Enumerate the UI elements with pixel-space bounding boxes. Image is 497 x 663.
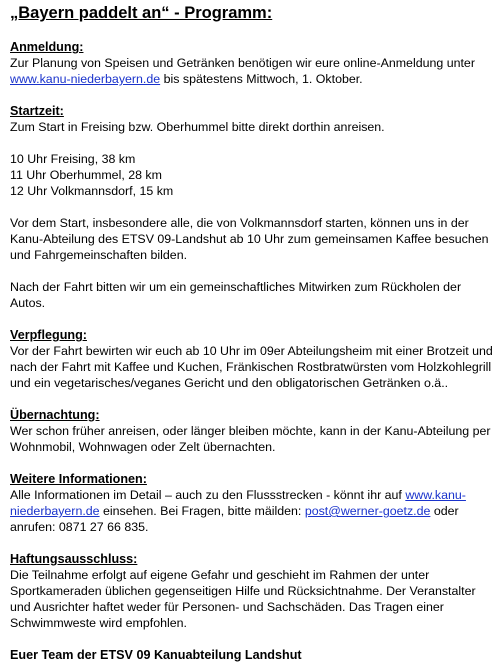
verpflegung-heading: Verpflegung: [10,328,87,342]
anmeldung-heading: Anmeldung: [10,40,84,54]
kanu-niederbayern-link[interactable]: www.kanu-niederbayern.de [10,72,161,86]
document-page [10,3,494,663]
weitere-text-2: einsehen. Bei Fragen, bitte mäilden: [99,504,305,518]
haftungsausschluss-heading: Haftungsausschluss: [10,552,138,566]
start-time-volkmannsdorf: 12 Uhr Volkmannsdorf, 15 km [10,184,174,198]
uebernachtung-heading: Übernachtung: [10,408,100,422]
weitere-informationen-heading: Weitere Informationen: [10,472,147,486]
startzeit-paragraph-1: Vor dem Start, insbesondere alle, die von Volkmannsdorf starten, können uns in der Kanu-Abteilung des ETSV 09-Landshut ab 10 Uhr zum gemeinsamen Kaffee besuchen und Fahrgemeinschaften bilden. [10,216,489,262]
uebernachtung-text: Wer schon früher anreisen, oder länger bleiben möchte, kann in der Kanu-Abteilung per Wohnmobil, Wohnwagen oder Zelt übernachten. [10,424,491,454]
startzeit-heading: Startzeit: [10,104,64,118]
anmeldung-text-after: bis spätestens Mittwoch, 1. Oktober. [160,72,363,86]
anmeldung-text [10,55,494,87]
startzeit-intro: Zum Start in Freising bzw. Oberhummel bitte direkt dorthin anreisen. [10,120,385,134]
anmeldung-text-before: Zur Planung von Speisen und Getränken benötigen wir eure online-Anmeldung unter [10,56,475,70]
team-signature: Euer Team der ETSV 09 Kanuabteilung Landshut [10,648,302,662]
email-link[interactable]: post@werner-goetz.de [304,504,431,518]
startzeit-paragraph-2: Nach der Fahrt bitten wir um ein gemeinschaftliches Mitwirken zum Rückholen der Autos. [10,280,462,310]
page-title: „Bayern paddelt an“ - Programm: [10,4,273,22]
weitere-text-1: Alle Informationen im Detail – auch zu den Flussstrecken - könnt ihr auf [10,488,406,502]
haftungsausschluss-text: Die Teilnahme erfolgt auf eigene Gefahr und geschieht im Rahmen der unter Sportkameraden üblichen gegenseitigen Hilfe und Rücksichtnahme. Der Veranstalter und Ausrichter haftet weder für Personen- und Sachschäden. Das Tragen einer Schwimmweste wird empfohlen. [10,568,476,630]
start-time-oberhummel: 11 Uhr Oberhummel, 28 km [10,168,162,182]
start-time-freising: 10 Uhr Freising, 38 km [10,152,136,166]
kanu-niederbayern-link-2[interactable]: www.kanu-niederbayern.de [10,488,466,518]
weitere-text-3: oder anrufen: 0871 27 66 835. [10,504,459,534]
verpflegung-text: Vor der Fahrt bewirten wir euch ab 10 Uhr im 09er Abteilungsheim mit einer Brotzeit und nach der Fahrt mit Kaffee und Kuchen, Fränkischen Rostbratwürsten vom Holzkohlegrill und ein vegetarisches/veganes Gericht und den obligatorischen Getränken o.ä.. [10,344,493,390]
weitere-informationen-text [10,487,494,535]
